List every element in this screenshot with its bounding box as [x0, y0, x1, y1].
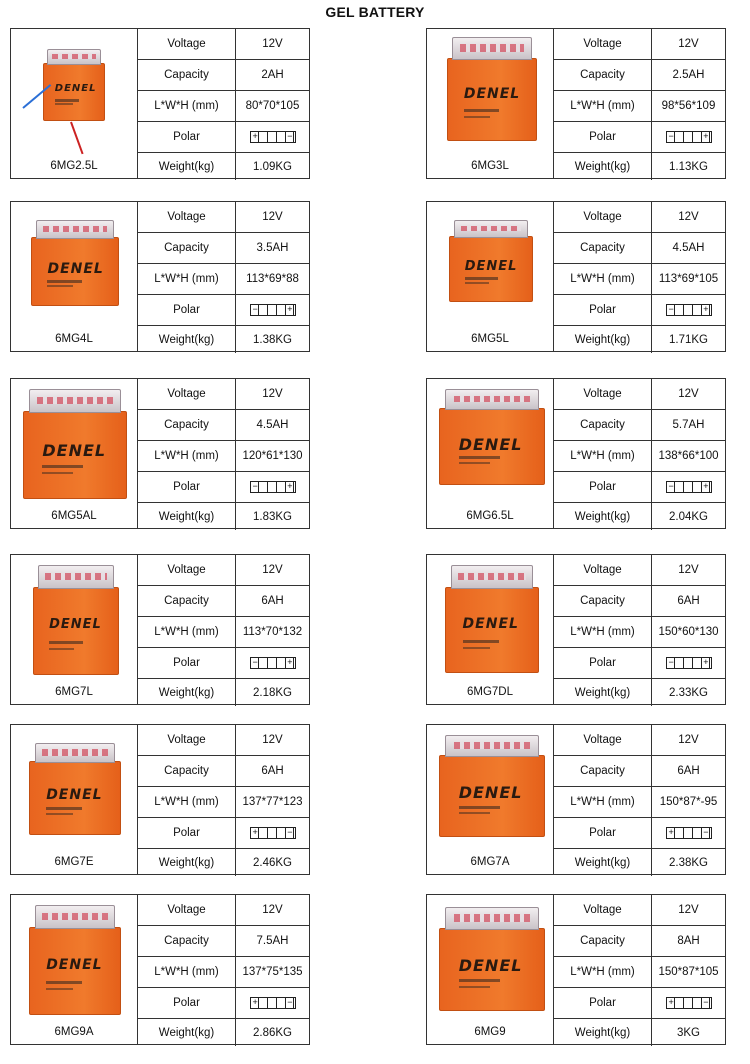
polar-diagram	[236, 648, 309, 679]
label-stripe	[42, 465, 83, 468]
spec-table	[138, 895, 309, 1044]
capacity-value: 6AH	[652, 756, 725, 787]
denel-logo: DENEL	[42, 441, 107, 461]
model-name: 6MG5AL	[51, 510, 97, 522]
capacity-value: 3.5AH	[236, 233, 309, 264]
dimensions-value: 113*69*105	[652, 264, 725, 295]
label-stripe	[55, 103, 73, 105]
polarity-icon	[250, 481, 296, 493]
denel-logo: DENEL	[46, 786, 103, 803]
label-stripe	[55, 99, 79, 102]
model-name: 6MG9A	[54, 1026, 94, 1038]
label-stripe	[463, 647, 491, 649]
denel-logo: DENEL	[463, 86, 521, 103]
weight-label: Weight(kg)	[138, 326, 236, 353]
label-stripe	[49, 648, 74, 650]
polar-label: Polar	[138, 122, 236, 153]
weight-value: 2.46KG	[253, 856, 292, 869]
label-stripe	[46, 813, 73, 815]
denel-logo: DENEL	[46, 957, 103, 974]
battery-image-cell	[11, 379, 138, 528]
capacity-value: 5.7AH	[652, 410, 725, 441]
dimensions-label: L*W*H (mm)	[138, 91, 236, 122]
polarity-icon	[666, 827, 712, 839]
capacity-label: Capacity	[554, 233, 652, 264]
dimensions-value: 137*75*135	[236, 957, 309, 988]
dimensions-label: L*W*H (mm)	[138, 957, 236, 988]
battery-card	[10, 554, 310, 705]
weight-value: 2.18KG	[253, 686, 292, 699]
polar-label: Polar	[138, 472, 236, 503]
voltage-label: Voltage	[138, 555, 236, 586]
voltage-label: Voltage	[554, 29, 652, 60]
voltage-label: Voltage	[138, 202, 236, 233]
spec-table	[554, 555, 725, 704]
capacity-label: Capacity	[138, 233, 236, 264]
weight-value: 1.09KG	[253, 160, 292, 173]
weight-value: 3KG	[676, 1026, 700, 1039]
label-stripe	[464, 109, 499, 112]
battery-image-cell	[427, 725, 554, 874]
dimensions-label: L*W*H (mm)	[138, 264, 236, 295]
voltage-value: 12V	[236, 29, 309, 60]
polar-diagram	[652, 472, 725, 503]
terminal-sign-icon: +	[703, 304, 709, 314]
dimensions-value: 113*69*88	[236, 264, 309, 295]
polar-diagram	[236, 988, 309, 1019]
battery-lid	[454, 220, 528, 238]
battery-image-cell	[427, 202, 554, 351]
polar-label: Polar	[554, 818, 652, 849]
denel-logo: DENEL	[49, 617, 102, 633]
battery-lid	[445, 907, 538, 930]
spec-table	[138, 29, 309, 178]
label-stripe	[459, 806, 501, 809]
polar-label: Polar	[138, 295, 236, 326]
dimensions-value: 120*61*130	[236, 441, 309, 472]
battery-body	[439, 408, 545, 485]
polarity-icon	[666, 997, 712, 1009]
battery-card	[10, 201, 310, 352]
battery-card	[10, 28, 310, 179]
voltage-label: Voltage	[138, 895, 236, 926]
battery-image	[445, 565, 539, 673]
battery-body	[439, 928, 545, 1011]
battery-lid	[445, 735, 538, 757]
dimensions-value: 98*56*109	[652, 91, 725, 122]
weight-value: 1.83KG	[253, 510, 292, 523]
model-name: 6MG3L	[471, 160, 509, 172]
polarity-icon	[250, 997, 296, 1009]
battery-lid	[36, 220, 113, 239]
battery-image	[29, 905, 121, 1015]
battery-body	[447, 58, 537, 141]
spec-table	[554, 202, 725, 351]
terminal-sign-icon: −	[668, 304, 674, 314]
battery-body	[43, 63, 105, 121]
terminal-sign-icon: +	[287, 481, 293, 491]
capacity-label: Capacity	[138, 410, 236, 441]
label-stripe	[465, 282, 490, 284]
polarity-icon	[666, 657, 712, 669]
battery-image-cell	[427, 379, 554, 528]
battery-body	[29, 761, 121, 835]
weight-label: Weight(kg)	[554, 679, 652, 706]
dimensions-label: L*W*H (mm)	[554, 441, 652, 472]
voltage-value: 12V	[652, 379, 725, 410]
voltage-value: 12V	[652, 29, 725, 60]
polar-diagram	[236, 472, 309, 503]
battery-lid	[47, 49, 102, 65]
battery-card	[10, 724, 310, 875]
polar-diagram	[236, 818, 309, 849]
dimensions-value: 150*60*130	[652, 617, 725, 648]
dimensions-value: 137*77*123	[236, 787, 309, 818]
polar-label: Polar	[554, 295, 652, 326]
voltage-label: Voltage	[554, 895, 652, 926]
polar-label: Polar	[138, 988, 236, 1019]
capacity-value: 6AH	[652, 586, 725, 617]
spec-table	[554, 29, 725, 178]
terminal-sign-icon: −	[252, 481, 258, 491]
terminal-sign-icon: −	[252, 304, 258, 314]
battery-card	[10, 894, 310, 1045]
label-stripe	[465, 277, 498, 280]
voltage-value: 12V	[236, 202, 309, 233]
battery-body	[439, 755, 545, 837]
polar-diagram	[652, 648, 725, 679]
voltage-value: 12V	[652, 555, 725, 586]
model-name: 6MG7DL	[466, 686, 514, 698]
denel-logo: DENEL	[458, 434, 523, 454]
page-title: GEL BATTERY	[325, 4, 425, 20]
voltage-value: 12V	[236, 555, 309, 586]
battery-body	[33, 587, 119, 675]
polarity-icon	[250, 827, 296, 839]
label-stripe	[46, 981, 82, 984]
capacity-value: 2AH	[236, 60, 309, 91]
battery-image	[449, 220, 533, 302]
battery-image	[33, 565, 119, 675]
voltage-label: Voltage	[138, 725, 236, 756]
spec-table	[138, 379, 309, 528]
label-stripe	[46, 988, 73, 990]
weight-value: 2.33KG	[669, 686, 708, 699]
battery-image-cell	[11, 29, 138, 178]
spec-table	[138, 725, 309, 874]
battery-image-cell	[11, 555, 138, 704]
polarity-icon	[666, 304, 712, 316]
terminal-sign-icon: −	[252, 657, 258, 667]
label-stripe	[46, 807, 82, 810]
voltage-label: Voltage	[554, 725, 652, 756]
dimensions-value: 80*70*105	[236, 91, 309, 122]
battery-lid	[35, 743, 116, 763]
denel-logo: DENEL	[458, 783, 523, 803]
terminal-sign-icon: −	[287, 997, 293, 1007]
battery-body	[23, 411, 127, 499]
capacity-value: 4.5AH	[236, 410, 309, 441]
weight-value: 2.38KG	[669, 856, 708, 869]
battery-lid	[452, 37, 531, 60]
battery-image	[447, 37, 537, 141]
denel-logo: DENEL	[462, 616, 519, 633]
denel-logo: DENEL	[458, 956, 523, 976]
terminal-sign-icon: −	[287, 131, 293, 141]
label-stripe	[463, 640, 500, 643]
voltage-label: Voltage	[138, 29, 236, 60]
polar-label: Polar	[138, 818, 236, 849]
battery-image	[439, 907, 545, 1011]
polar-label: Polar	[554, 988, 652, 1019]
voltage-value: 12V	[652, 895, 725, 926]
denel-logo: DENEL	[54, 83, 97, 95]
weight-label: Weight(kg)	[138, 1019, 236, 1046]
polarity-icon	[250, 131, 296, 143]
label-stripe	[459, 979, 501, 982]
label-stripe	[459, 462, 490, 464]
spec-table	[138, 202, 309, 351]
battery-image-cell	[11, 725, 138, 874]
terminal-sign-icon: −	[668, 131, 674, 141]
voltage-value: 12V	[236, 379, 309, 410]
dimensions-value: 138*66*100	[652, 441, 725, 472]
label-stripe	[47, 280, 81, 283]
battery-image	[29, 743, 121, 835]
terminal-sign-icon: −	[668, 481, 674, 491]
weight-label: Weight(kg)	[138, 153, 236, 180]
terminal-sign-icon: +	[252, 997, 258, 1007]
red-wire	[70, 122, 84, 155]
spec-table	[554, 379, 725, 528]
capacity-value: 7.5AH	[236, 926, 309, 957]
capacity-label: Capacity	[554, 756, 652, 787]
battery-body	[29, 927, 121, 1015]
spec-table	[554, 725, 725, 874]
weight-value: 1.38KG	[253, 333, 292, 346]
voltage-value: 12V	[236, 895, 309, 926]
polar-diagram	[652, 988, 725, 1019]
terminal-sign-icon: −	[668, 657, 674, 667]
terminal-sign-icon: +	[668, 827, 674, 837]
terminal-sign-icon: +	[703, 481, 709, 491]
polarity-icon	[250, 304, 296, 316]
capacity-label: Capacity	[554, 926, 652, 957]
battery-lid	[445, 389, 538, 410]
polar-diagram	[652, 818, 725, 849]
dimensions-label: L*W*H (mm)	[554, 617, 652, 648]
capacity-value: 6AH	[236, 586, 309, 617]
terminal-sign-icon: +	[252, 131, 258, 141]
dimensions-label: L*W*H (mm)	[554, 91, 652, 122]
polar-label: Polar	[554, 122, 652, 153]
polar-label: Polar	[138, 648, 236, 679]
capacity-label: Capacity	[138, 926, 236, 957]
model-name: 6MG7L	[55, 686, 93, 698]
capacity-label: Capacity	[138, 586, 236, 617]
label-stripe	[464, 116, 490, 118]
weight-value: 2.04KG	[669, 510, 708, 523]
weight-label: Weight(kg)	[554, 503, 652, 530]
battery-body	[445, 587, 539, 673]
battery-lid	[35, 905, 116, 929]
model-name: 6MG5L	[471, 333, 509, 345]
dimensions-label: L*W*H (mm)	[138, 787, 236, 818]
battery-image	[43, 49, 105, 121]
polarity-icon	[666, 481, 712, 493]
capacity-value: 2.5AH	[652, 60, 725, 91]
battery-lid	[29, 389, 121, 413]
model-name: 6MG9	[474, 1026, 506, 1038]
polar-diagram	[236, 122, 309, 153]
label-stripe	[459, 812, 490, 814]
battery-image-cell	[427, 895, 554, 1044]
weight-label: Weight(kg)	[138, 503, 236, 530]
dimensions-value: 150*87*-95	[652, 787, 725, 818]
weight-value: 2.86KG	[253, 1026, 292, 1039]
voltage-label: Voltage	[554, 202, 652, 233]
battery-card	[426, 894, 726, 1045]
battery-lid	[38, 565, 114, 589]
weight-label: Weight(kg)	[554, 849, 652, 876]
spec-table	[138, 555, 309, 704]
capacity-label: Capacity	[138, 60, 236, 91]
battery-card	[426, 28, 726, 179]
label-stripe	[42, 472, 73, 474]
terminal-sign-icon: +	[287, 304, 293, 314]
battery-image	[23, 389, 127, 499]
battery-image-cell	[427, 29, 554, 178]
dimensions-value: 113*70*132	[236, 617, 309, 648]
polarity-icon	[250, 657, 296, 669]
polarity-icon	[666, 131, 712, 143]
model-name: 6MG4L	[55, 333, 93, 345]
battery-body	[31, 237, 119, 306]
model-name: 6MG7A	[470, 856, 510, 868]
voltage-label: Voltage	[554, 555, 652, 586]
model-name: 6MG2.5L	[50, 160, 98, 172]
battery-card	[10, 378, 310, 529]
polar-diagram	[236, 295, 309, 326]
terminal-sign-icon: −	[703, 997, 709, 1007]
capacity-label: Capacity	[554, 410, 652, 441]
voltage-value: 12V	[652, 202, 725, 233]
label-stripe	[47, 285, 73, 287]
weight-value: 1.71KG	[669, 333, 708, 346]
capacity-value: 4.5AH	[652, 233, 725, 264]
terminal-sign-icon: +	[252, 827, 258, 837]
terminal-sign-icon: +	[703, 131, 709, 141]
battery-image-cell	[11, 202, 138, 351]
battery-body	[449, 236, 533, 302]
weight-label: Weight(kg)	[554, 1019, 652, 1046]
capacity-value: 6AH	[236, 756, 309, 787]
battery-card	[426, 554, 726, 705]
model-name: 6MG7E	[54, 856, 94, 868]
battery-card	[426, 724, 726, 875]
battery-image-cell	[427, 555, 554, 704]
label-stripe	[459, 456, 501, 459]
capacity-label: Capacity	[138, 756, 236, 787]
dimensions-label: L*W*H (mm)	[138, 617, 236, 648]
weight-label: Weight(kg)	[138, 849, 236, 876]
weight-value: 1.13KG	[669, 160, 708, 173]
polar-label: Polar	[554, 472, 652, 503]
dimensions-label: L*W*H (mm)	[138, 441, 236, 472]
battery-image	[31, 220, 119, 306]
capacity-label: Capacity	[554, 586, 652, 617]
dimensions-label: L*W*H (mm)	[554, 957, 652, 988]
terminal-sign-icon: −	[703, 827, 709, 837]
voltage-value: 12V	[236, 725, 309, 756]
dimensions-label: L*W*H (mm)	[554, 787, 652, 818]
polar-diagram	[652, 295, 725, 326]
battery-image-cell	[11, 895, 138, 1044]
spec-table	[554, 895, 725, 1044]
terminal-sign-icon: +	[668, 997, 674, 1007]
label-stripe	[49, 641, 83, 644]
terminal-sign-icon: −	[287, 827, 293, 837]
polar-label: Polar	[554, 648, 652, 679]
denel-logo: DENEL	[47, 260, 104, 277]
label-stripe	[459, 986, 490, 988]
polar-diagram	[652, 122, 725, 153]
denel-logo: DENEL	[464, 259, 518, 275]
model-name: 6MG6.5L	[466, 510, 514, 522]
weight-label: Weight(kg)	[554, 153, 652, 180]
dimensions-value: 150*87*105	[652, 957, 725, 988]
battery-lid	[451, 565, 534, 589]
battery-card	[426, 201, 726, 352]
voltage-value: 12V	[652, 725, 725, 756]
voltage-label: Voltage	[554, 379, 652, 410]
voltage-label: Voltage	[138, 379, 236, 410]
terminal-sign-icon: +	[287, 657, 293, 667]
dimensions-label: L*W*H (mm)	[554, 264, 652, 295]
battery-image	[439, 389, 545, 485]
weight-label: Weight(kg)	[138, 679, 236, 706]
capacity-label: Capacity	[554, 60, 652, 91]
battery-image	[439, 735, 545, 837]
capacity-value: 8AH	[652, 926, 725, 957]
battery-card	[426, 378, 726, 529]
weight-label: Weight(kg)	[554, 326, 652, 353]
terminal-sign-icon: +	[703, 657, 709, 667]
